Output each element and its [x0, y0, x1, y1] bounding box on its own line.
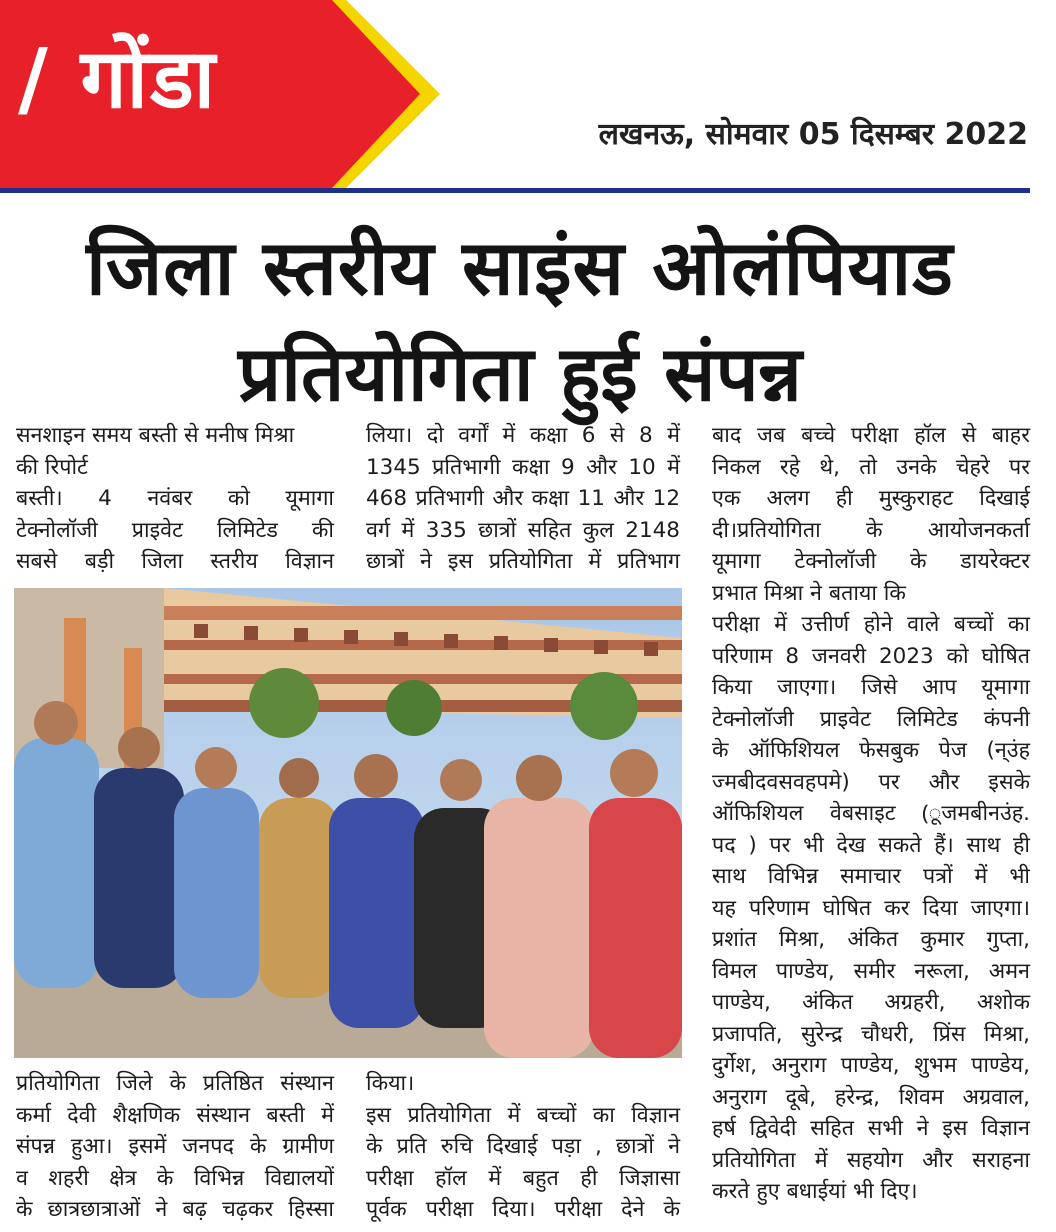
text-line: ज्मबीदवसवहपमे) पर और इसके [712, 769, 1030, 795]
text-line: परीक्षा हॉल में बहुत ही जिज्ञासा [366, 1165, 680, 1191]
text-line: की रिपोर्ट [16, 454, 88, 480]
text-line: ऑफिशियल वेबसाइट (ूजमबीनउंह. [712, 801, 1030, 826]
students-group-photo [14, 588, 682, 1058]
text-line: यूमागा टेक्नोलॉजी के डायरेक्टर [712, 549, 1030, 574]
text-line: संपन्न हुआ। इसमें जनपद के ग्रामीण [16, 1134, 334, 1159]
text-line: के ऑफिशियल फेसबुक पेज (न्उंह [712, 738, 1030, 763]
dateline: लखनऊ, सोमवार 05 दिसम्बर 2022 [598, 117, 1028, 152]
text-line: अनुराग दूबे, हरेन्द्र, शिवम अग्रवाल, [712, 1084, 1030, 1110]
text-line: प्रभात मिश्रा ने बताया कि [712, 580, 906, 606]
text-line: वर्ग में 335 छात्रों सहित कुल 2148 [366, 517, 680, 543]
text-line: टेक्नोलॉजी प्राइवेट लिमिटेड की [16, 517, 334, 543]
text-line: किया। [366, 1071, 415, 1096]
text-line: 468 प्रतिभागी और कक्षा 11 और 12 [366, 486, 680, 511]
text-line: प्रजापति, सुरेन्द्र चौधरी, प्रिंस मिश्रा, [712, 1021, 1030, 1047]
text-line: हर्ष द्विवेदी सहित सभी ने इस विज्ञान [712, 1116, 1030, 1141]
section-label: / गोंडा [18, 32, 218, 127]
text-line: के छात्रछात्राओं ने बढ़ चढ़कर हिस्सा [16, 1197, 334, 1222]
section-banner [0, 0, 450, 188]
text-line: प्रतियोगिता जिले के प्रतिष्ठित संस्थान [16, 1071, 334, 1096]
column-1-bottom [16, 1068, 334, 1226]
text-line: बाद जब बच्चे परीक्षा हॉल से बाहर [712, 423, 1030, 448]
column-3 [712, 420, 1030, 1208]
column-1-top [16, 420, 334, 578]
text-line: छात्रों ने इस प्रतियोगिता में प्रतिभाग [366, 549, 680, 574]
text-line: कर्मा देवी शैक्षणिक संस्थान बस्ती में [16, 1102, 334, 1128]
text-line: व शहरी क्षेत्र के विभिन्न विद्यालयों [16, 1165, 334, 1191]
text-line: विमल पाण्डेय, समीर नरूला, अमन [712, 958, 1030, 984]
text-line: 1345 प्रतिभागी कक्षा 9 और 10 में [366, 454, 680, 480]
text-line: दुर्गेश, अनुराग पाण्डेय, शुभम पाण्डेय, [712, 1053, 1030, 1078]
text-line: बस्ती। 4 नवंबर को यूमागा [16, 486, 334, 511]
text-line: करते हुए बधाईयां भी दिए। [712, 1179, 918, 1204]
column-2-top [366, 420, 680, 578]
text-line: के प्रति रुचि दिखाई पड़ा , छात्रों ने [366, 1134, 680, 1159]
text-line: सनशाइन समय बस्ती से मनीष मिश्रा [16, 423, 295, 448]
text-line: सबसे बड़ी जिला स्तरीय विज्ञान [16, 549, 334, 574]
text-line: लिया। दो वर्गों में कक्षा 6 से 8 में [366, 423, 680, 448]
text-line: यह परिणाम घोषित कर दिया जाएगा। [712, 895, 1030, 921]
headline-line-1: जिला स्तरीय साइंस ओलंपियाड [86, 223, 954, 312]
text-line: प्रतियोगिता में सहयोग और सराहना [712, 1147, 1030, 1173]
text-line: पद ) पर भी देख सकते हैं। साथ ही [712, 832, 1030, 858]
text-line: पूर्वक परीक्षा दिया। परीक्षा देने के [366, 1197, 680, 1222]
text-line: परीक्षा में उत्तीर्ण होने वाले बच्चों का [712, 612, 1030, 637]
text-line: साथ विभिन्न समाचार पत्रों में भी [712, 864, 1030, 889]
text-line: इस प्रतियोगिता में बच्चों का विज्ञान [366, 1102, 680, 1128]
text-line: एक अलग ही मुस्कुराहट दिखाई [712, 486, 1030, 511]
text-line: निकल रहे थे, तो उनके चेहरे पर [712, 454, 1030, 480]
column-2-bottom [366, 1068, 680, 1226]
headline-line-2: प्रतियोगिता हुई संपन्न [238, 329, 802, 418]
header-rule [0, 188, 1030, 193]
text-line: प्रशांत मिश्रा, अंकित कुमार गुप्ता, [712, 927, 1030, 952]
text-line: दी।प्रतियोगिता के आयोजनकर्ता [712, 517, 1030, 543]
text-line: परिणाम 8 जनवरी 2023 को घोषित [712, 643, 1030, 669]
article-photo [14, 588, 682, 1058]
text-line: टेक्नोलॉजी प्राइवेट लिमिटेड कंपनी [712, 706, 1030, 732]
text-line: पाण्डेय, अंकित अग्रहरी, अशोक [712, 990, 1030, 1015]
text-line: किया जाएगा। जिसे आप यूमागा [712, 675, 1030, 700]
